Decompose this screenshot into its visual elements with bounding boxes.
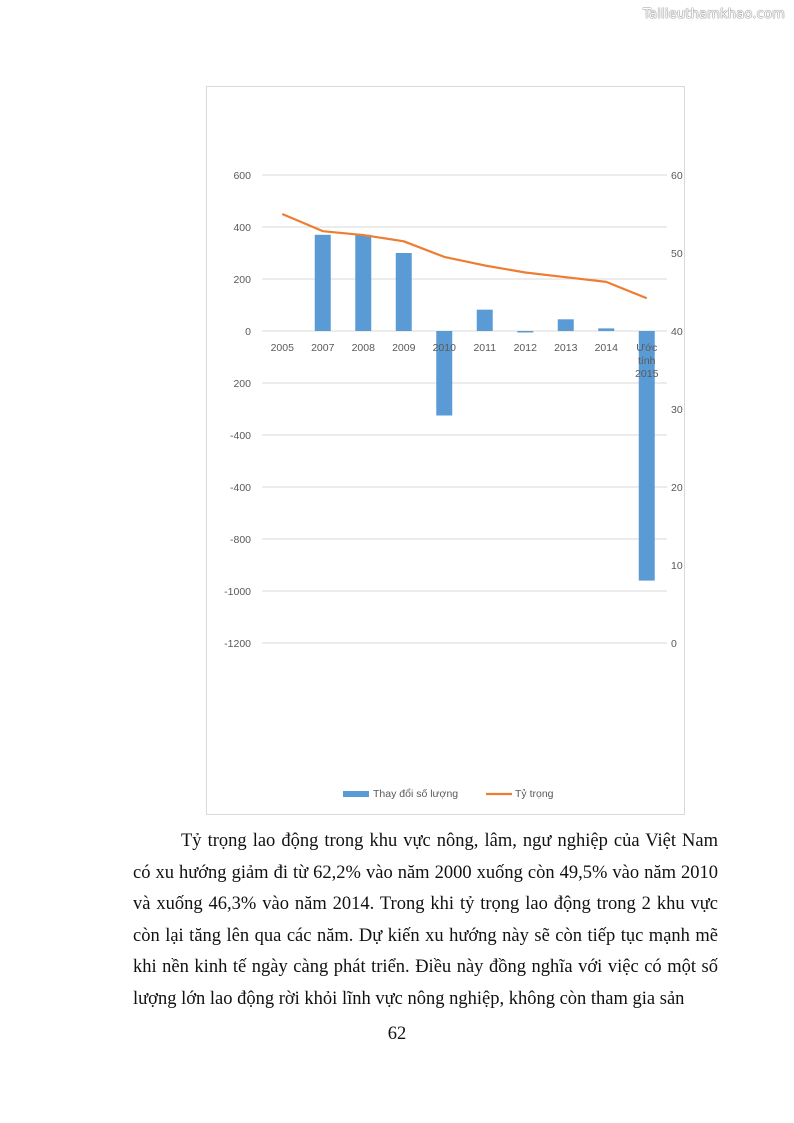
left-axis-tick-label: 600 [233,170,251,182]
category-label: 2013 [554,342,578,354]
chart-frame [206,86,685,815]
legend-label-bar: Thay đổi số lượng [373,788,459,800]
bar [315,235,331,331]
category-label: 2010 [432,342,456,354]
left-axis-tick-label: -800 [229,534,251,546]
category-label: 2007 [311,342,335,354]
legend-label-line: Tỷ trọng [515,788,554,800]
body-paragraph: Tỷ trọng lao động trong khu vực nông, lâm, ngư nghiệp của Việt Nam có xu hướng giảm đi từ 62,2% vào năm 2000 xuống còn 49,5% vào năm 2010 và xuống 46,3% vào năm 2014. Trong khi tỷ trọng lao động trong 2 khu vực còn lại tăng lên qua các năm. Dự kiến xu hướng này sẽ còn tiếp tục mạnh mẽ khi nền kinh tế ngày càng phát triển. Điều này đồng nghĩa với việc có một số lượng lớn lao động rời khỏi lĩnh vực nông nghiệp, không còn tham gia sản [133,831,718,1009]
left-axis-tick-label: 400 [233,222,251,234]
category-label: 2005 [270,342,294,354]
combo-chart [207,87,686,816]
left-axis-tick-label: -1200 [224,638,251,650]
left-axis-tick-label: -400 [229,482,251,494]
category-label: 2012 [513,342,537,354]
right-axis-tick-label: 40 [671,326,683,338]
left-axis-tick-label: 200 [233,378,251,390]
category-label: Ước tính 2015 [635,342,659,380]
right-axis-tick-label: 20 [671,482,683,494]
bar [477,310,493,331]
right-axis-tick-label: 0 [671,638,677,650]
bar [517,331,533,333]
left-axis-tick-label: 0 [245,326,251,338]
left-axis-tick-label: 200 [233,274,251,286]
legend-swatch-bar [343,791,369,797]
right-axis-tick-label: 10 [671,560,683,572]
bar [396,253,412,331]
bar [598,328,614,331]
category-label: 2014 [594,342,618,354]
right-axis-tick-label: 50 [671,248,683,260]
category-label: 2011 [473,342,497,354]
category-label: 2008 [351,342,375,354]
body-text [133,826,718,1015]
watermark: Tailieuthamkhao.com [643,7,785,22]
page-number: 62 [387,1024,407,1044]
left-axis-tick-label: -400 [229,430,251,442]
right-axis-tick-label: 60 [671,170,683,182]
bar [355,235,371,331]
left-axis-tick-label: -1000 [224,586,251,598]
right-axis-tick-label: 30 [671,404,683,416]
category-label: 2009 [392,342,416,354]
bar [558,319,574,331]
